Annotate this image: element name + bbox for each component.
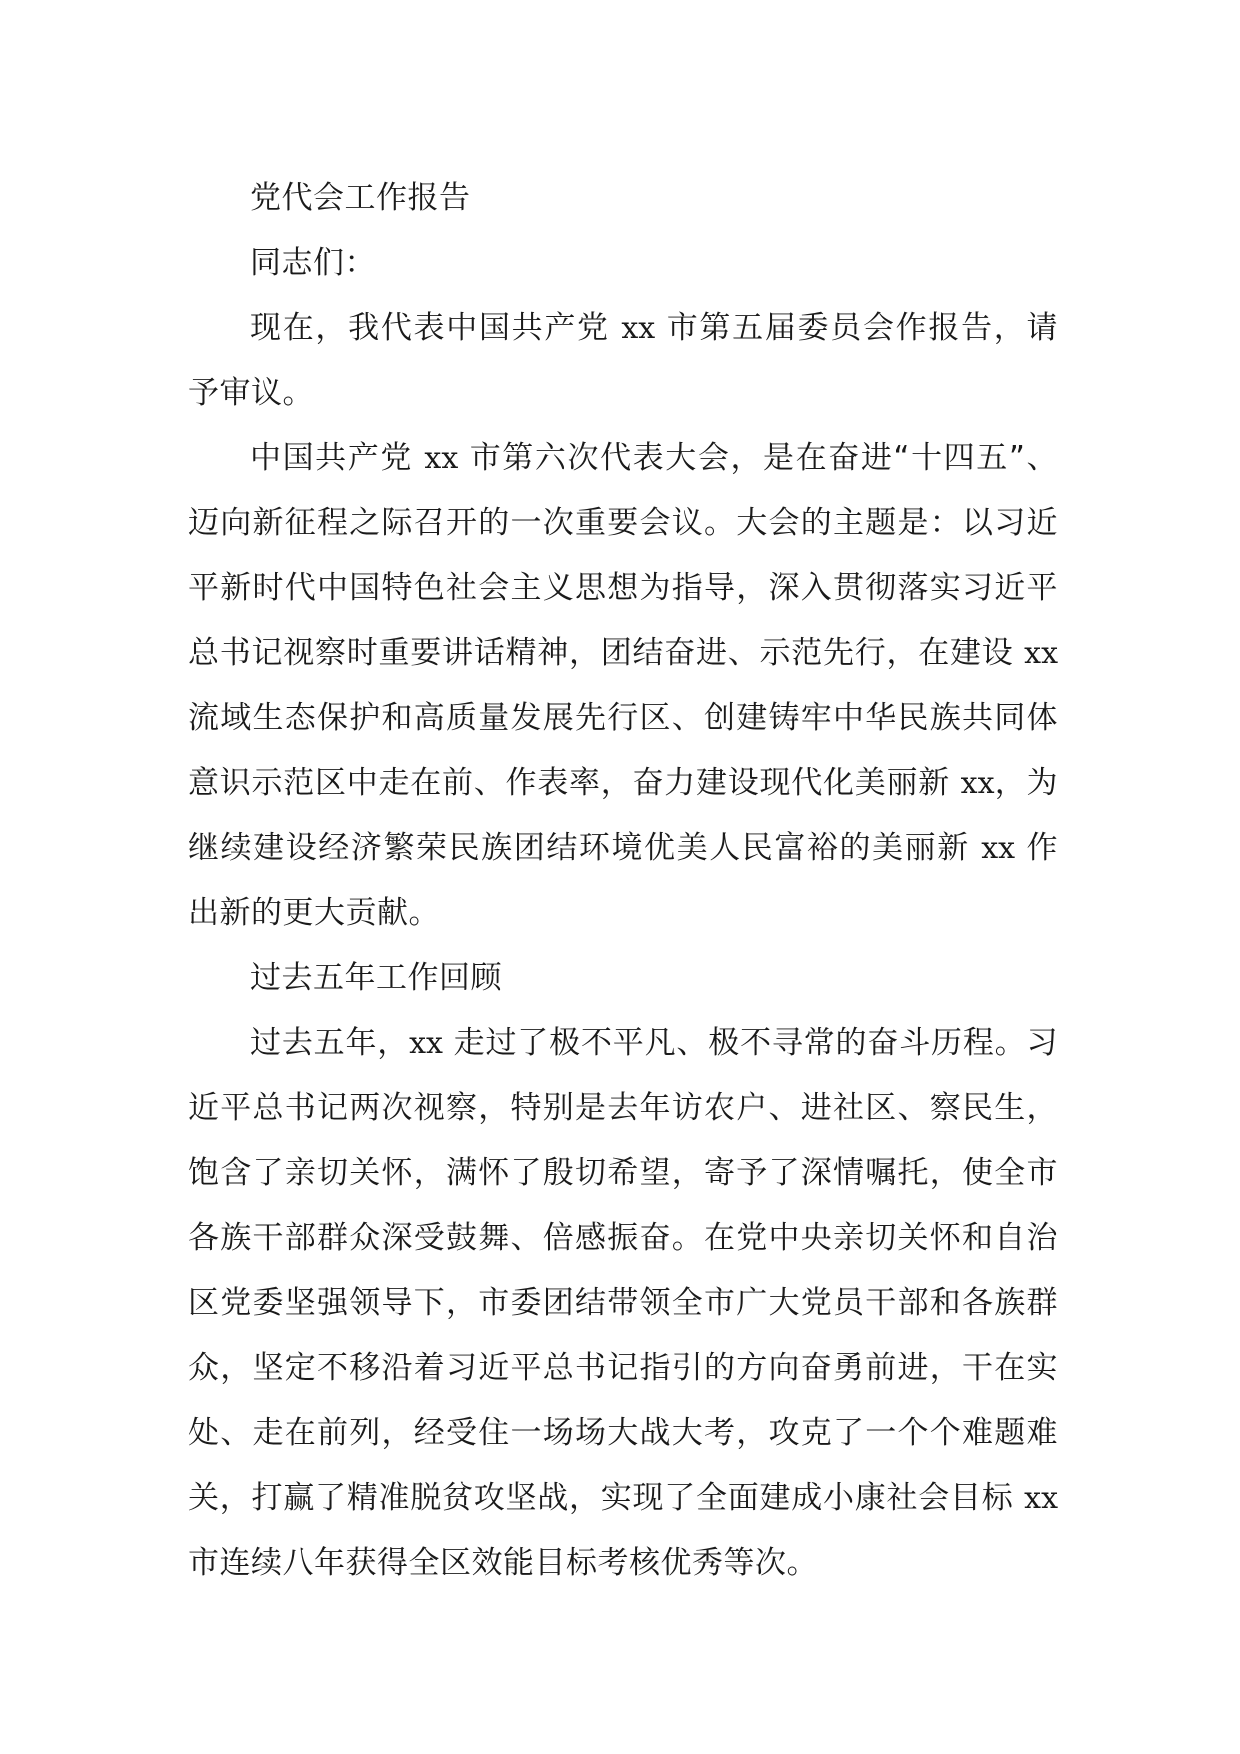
paragraph-opening: 现在，我代表中国共产党 xx 市第五届委员会作报告，请予审议。: [188, 310, 1058, 411]
paragraph-review: 过去五年，xx 走过了极不平凡、极不寻常的奋斗历程。习近平总书记两次视察，特别是去年访农户、进社区、察民生，饱含了亲切关怀，满怀了殷切希望，寄予了深情嘱托，使全市各族干部群众深受鼓舞、倍感振奋。在党中央亲切关怀和自治区党委坚强领导下，市委团结带领全市广大党员干部和各族群众，坚定不移沿着习近平总书记指引的方向奋勇前进，干在实处、走在前列，经受住一场场大战大考，攻克了一个个难题难关，打赢了精准脱贫攻坚战，实现了全面建成小康社会目标 xx 市连续八年获得全区效能目标考核优秀等次。: [188, 1025, 1058, 1581]
section-heading: 过去五年工作回顾: [250, 960, 502, 996]
document-page: [188, 166, 1058, 1596]
salutation: 同志们：: [250, 245, 376, 281]
paragraph-congress-theme: 中国共产党 xx 市第六次代表大会，是在奋进“十四五”、迈向新征程之际召开的一次重要会议。大会的主题是：以习近平新时代中国特色社会主义思想为指导，深入贯彻落实习近平总书记视察时重要讲话精神，团结奋进、示范先行，在建设 xx 流域生态保护和高质量发展先行区、创建铸牢中华民族共同体意识示范区中走在前、作表率，奋力建设现代化美丽新 xx，为继续建设经济繁荣民族团结环境优美人民富裕的美丽新 xx 作出新的更大贡献。: [188, 440, 1059, 931]
document-title: 党代会工作报告: [250, 180, 471, 216]
